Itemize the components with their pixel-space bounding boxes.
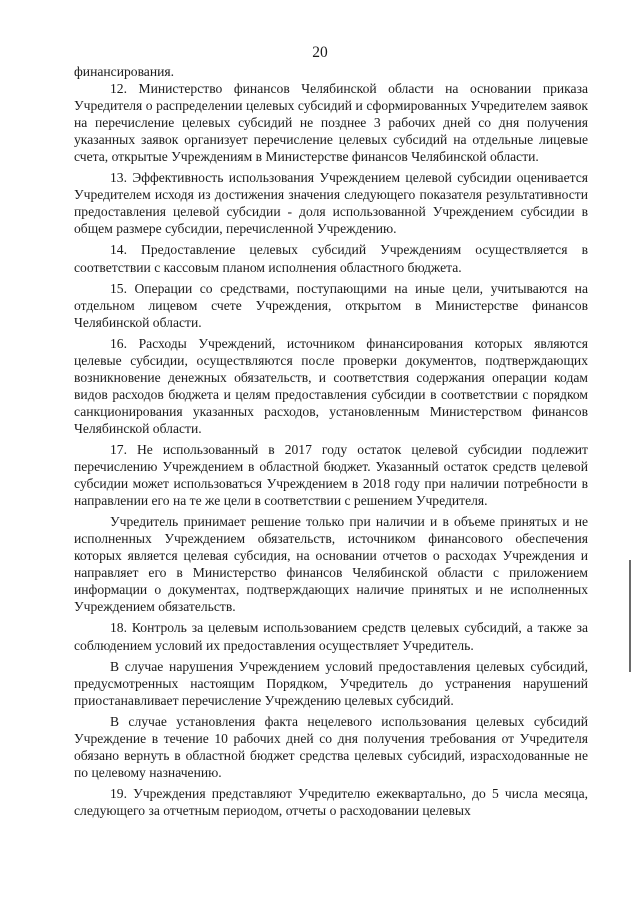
scan-edge-mark <box>629 560 631 672</box>
document-body <box>74 63 588 819</box>
paragraph-18-violation: В случае нарушения Учреждением условий предоставления целевых субсидий, предусмотренных настоящим Порядком, Учредитель до устранения нарушений приостанавливает перечисление Учреждению целевых субсидий. <box>74 658 588 708</box>
paragraph-continuation: финансирования. <box>74 64 175 79</box>
paragraph-17: 17. Не использованный в 2017 году остаток целевой субсидии подлежит перечислению Учреждением в областной бюджет. Указанный остаток средств целевой субсидии может использоваться Учреждением в 2018 году при наличии потребности в направлении его на те же цели в соответствии с решением Учредителя. <box>74 441 588 509</box>
page-number: 20 <box>312 44 328 61</box>
paragraph-13: 13. Эффективность использования Учреждением целевой субсидии оценивается Учредителем исходя из достижения значения следующего показателя результативности предоставления целевой субсидии - доля использованной Учреждением субсидии в общем размере субсидии, перечисленной Учреждению. <box>74 170 588 237</box>
paragraph-18: 18. Контроль за целевым использованием средств целевых субсидий, а также за соблюдением условий их предоставления осуществляет Учредитель. <box>74 620 588 653</box>
paragraph-16: 16. Расходы Учреждений, источником финансирования которых являются целевые субсидии, осуществляются после проверки документов, подтверждающих возникновение денежных обязательств, и соответствия содержания операции кодам видов расходов бюджета и целям предоставления субсидии в соответствии с порядком санкционирования указанных расходов, установленным Министерством финансов Челябинской области. <box>74 335 588 436</box>
paragraph-14: 14. Предоставление целевых субсидий Учреждениям осуществляется в соответствии с кассовым планом исполнения областного бюджета. <box>74 242 588 275</box>
paragraph-17-decision: Учредитель принимает решение только при наличии и в объеме принятых и не исполненных Учреждением обязательств, источником финансового обеспечения которых является целевая субсидия, на основании отчетов о расходах Учреждения и направляет его в Министерство финансов Челябинской области с приложением информации о документах, подтверждающих наличие принятых и не исполненных Учреждением обязательств. <box>74 514 588 615</box>
paragraph-19: 19. Учреждения представляют Учредителю ежеквартально, до 5 числа месяца, следующего за отчетным периодом, отчеты о расходовании целевых <box>74 785 588 818</box>
paragraph-12: 12. Министерство финансов Челябинской области на основании приказа Учредителя о распределении целевых субсидий и сформированных Учредителем заявок на перечисление целевых субсидий не позднее 3 рабочих дней со дня получения указанных заявок организует перечисление целевых субсидий на отдельные лицевые счета, открытые Учреждениям в Министерстве финансов Челябинской области. <box>74 81 588 165</box>
paragraph-18-misuse: В случае установления факта нецелевого использования целевых субсидий Учреждение в течение 10 рабочих дней со дня получения требования от Учредителя обязано вернуть в областной бюджет средства целевых субсидий, израсходованные не по целевому назначению. <box>74 713 588 780</box>
paragraph-15: 15. Операции со средствами, поступающими на иные цели, учитываются на отдельном лицевом счете Учреждения, открытом в Министерстве финансов Челябинской области. <box>74 280 588 330</box>
